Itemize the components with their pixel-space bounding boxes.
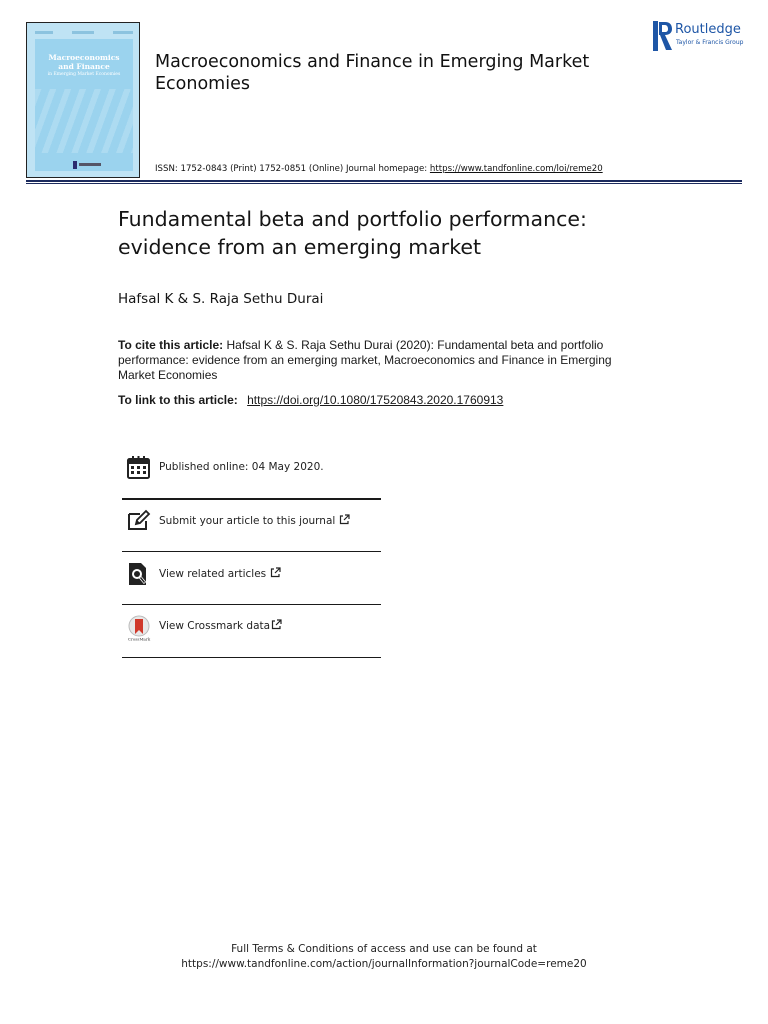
submit-article-link[interactable] bbox=[122, 508, 380, 560]
cover-pattern bbox=[35, 89, 133, 153]
cite-text: Hafsal K & S. Raja Sethu Durai (2020): Fundamental beta and portfolio performance: evidence from an emerging market, Macroeconomics and Finance in Emerging Market Economies bbox=[118, 338, 612, 382]
cover-title-line1: Macroeconomics bbox=[48, 53, 120, 62]
related-articles-label bbox=[159, 567, 281, 580]
cover-top-bar bbox=[35, 29, 133, 35]
divider bbox=[122, 498, 381, 500]
journal-cover-image bbox=[26, 22, 140, 178]
submit-article-text: Submit your article to this journal bbox=[159, 515, 336, 527]
crossmark-text: View Crossmark data bbox=[159, 620, 271, 632]
related-articles-link[interactable] bbox=[122, 561, 380, 613]
link-label: To link to this article: bbox=[118, 393, 242, 407]
routledge-logo[interactable] bbox=[653, 21, 753, 51]
citation-block bbox=[118, 338, 638, 383]
article-authors: Hafsal K & S. Raja Sethu Durai bbox=[118, 291, 324, 307]
routledge-r-icon bbox=[653, 21, 673, 51]
footer-terms-url[interactable]: https://www.tandfonline.com/action/journalInformation?journalCode=reme20 bbox=[181, 958, 587, 970]
divider bbox=[122, 604, 381, 605]
document-search-icon bbox=[126, 561, 152, 587]
publisher-subtitle: Taylor & Francis Group bbox=[676, 39, 744, 46]
cover-title bbox=[35, 53, 133, 78]
calendar-icon bbox=[126, 455, 152, 481]
doi-link-row bbox=[118, 393, 503, 407]
divider bbox=[122, 657, 381, 658]
crossmark-icon bbox=[126, 615, 152, 641]
external-link-icon bbox=[270, 567, 281, 578]
published-online-label: Published online: 04 May 2020. bbox=[159, 461, 324, 473]
cover-title-line2: and Finance bbox=[58, 62, 110, 71]
journal-title: Macroeconomics and Finance in Emerging Market Economies bbox=[155, 52, 590, 94]
journal-homepage-link[interactable]: https://www.tandfonline.com/loi/reme20 bbox=[429, 164, 603, 174]
cover-panel bbox=[35, 39, 133, 171]
related-articles-text: View related articles bbox=[159, 568, 267, 580]
cover-subtitle: in Emerging Market Economies bbox=[47, 72, 121, 77]
crossmark-label bbox=[159, 619, 282, 632]
external-link-icon bbox=[271, 619, 282, 630]
issn-line bbox=[155, 164, 603, 174]
doi-link[interactable]: https://doi.org/10.1080/17520843.2020.1760913 bbox=[247, 393, 504, 407]
footer-line1: Full Terms & Conditions of access and use can be found at bbox=[231, 943, 537, 955]
crossmark-caption: CrossMark bbox=[127, 636, 151, 641]
edit-icon bbox=[126, 508, 152, 534]
publisher-name: Routledge bbox=[675, 22, 741, 37]
header-rule-thin bbox=[26, 183, 742, 184]
article-title: Fundamental beta and portfolio performance: evidence from an emerging market bbox=[118, 207, 587, 259]
terms-footer bbox=[0, 942, 768, 972]
submit-article-label bbox=[159, 514, 350, 527]
cite-label: To cite this article: bbox=[118, 338, 224, 352]
external-link-icon bbox=[339, 514, 350, 525]
divider bbox=[122, 551, 381, 552]
issn-text: ISSN: 1752-0843 (Print) 1752-0851 (Online) Journal homepage: bbox=[155, 164, 430, 174]
header-rule bbox=[26, 180, 742, 182]
cover-publisher-logo bbox=[73, 161, 103, 169]
